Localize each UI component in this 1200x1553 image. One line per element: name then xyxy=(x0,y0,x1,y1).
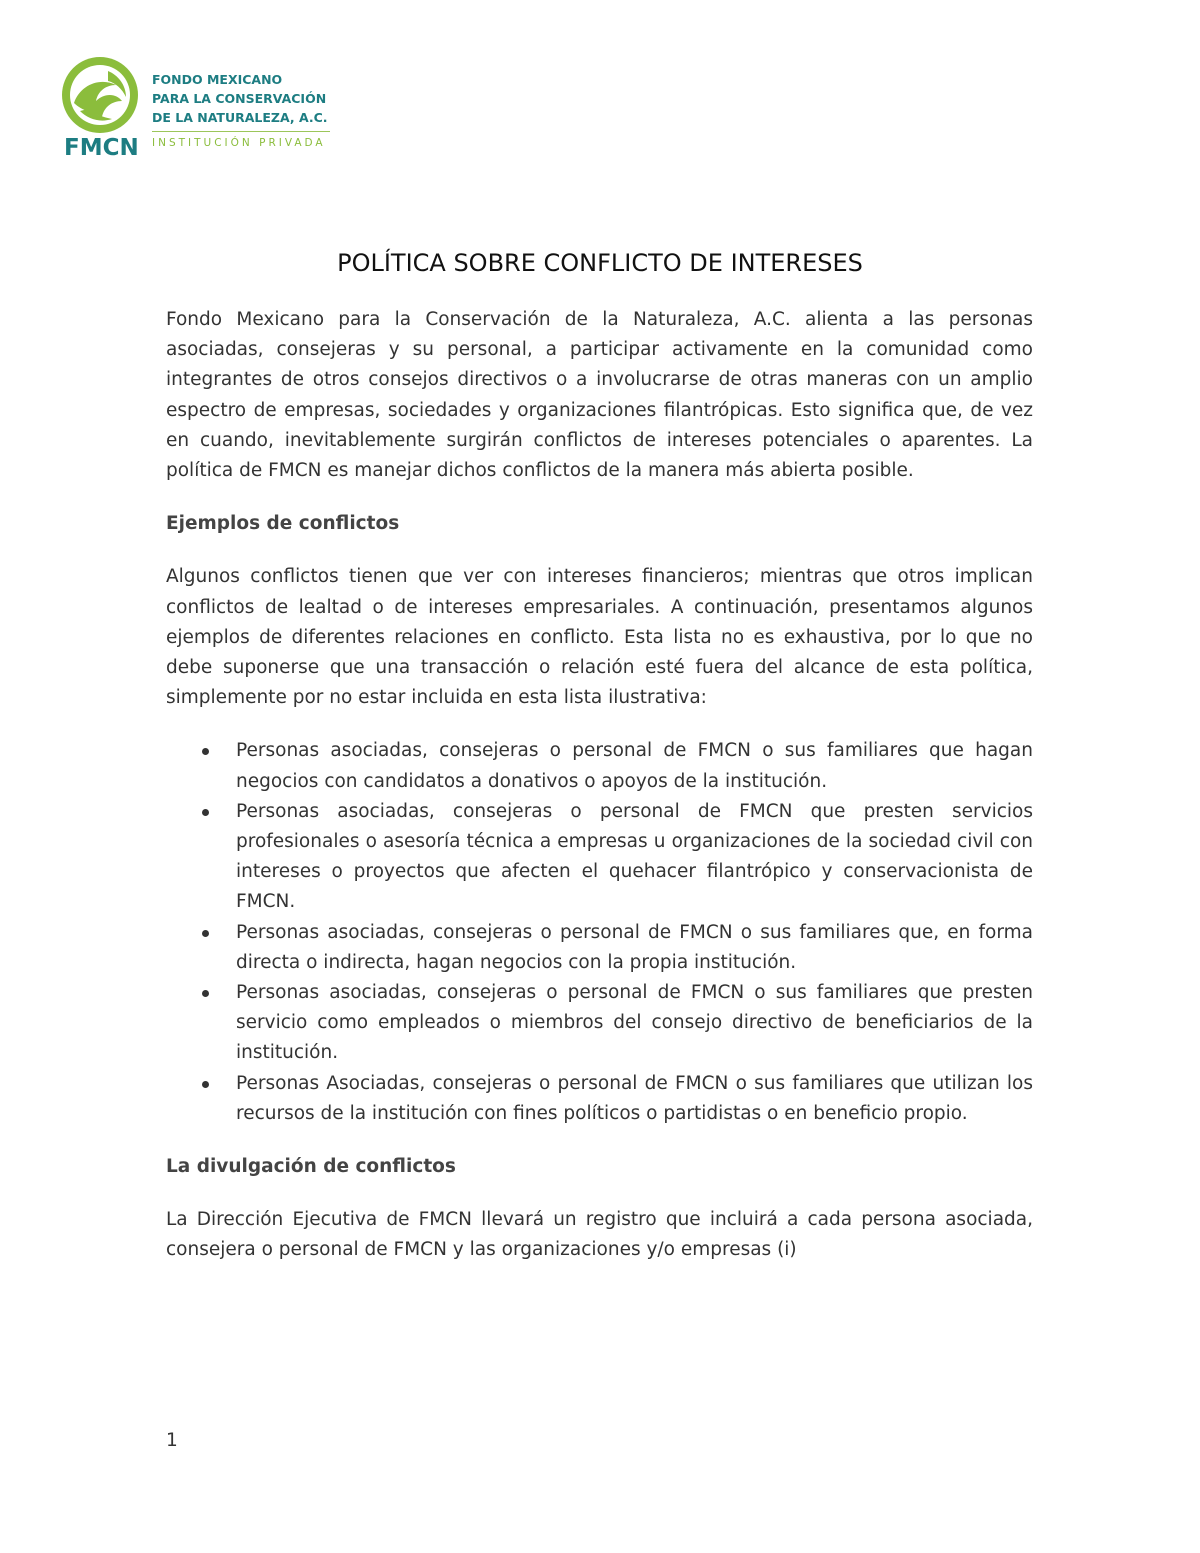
list-item-text: Personas Asociadas, consejeras o personal de FMCN o sus familiares que utilizan los recursos de la institución con fines políticos o partidistas o en beneficio propio. xyxy=(236,1072,1033,1124)
examples-paragraph: Algunos conflictos tienen que ver con intereses financieros; mientras que otros implican conflictos de lealtad o de intereses empresariales. A continuación, presentamos algunos ejemplos de diferentes relaciones en conflicto. Esta lista no es exhaustiva, por lo que no debe suponerse que una transacción o relación esté fuera del alcance de esta política, simplemente por no estar incluida en esta lista ilustrativa: xyxy=(166,566,1033,709)
logo-divider xyxy=(152,131,330,132)
list-item-text: Personas asociadas, consejeras o personal de FMCN o sus familiares que presten servicio como empleados o miembros del consejo directivo de beneficiarios de la institución. xyxy=(236,982,1033,1064)
intro-paragraph: Fondo Mexicano para la Conservación de la Naturaleza, A.C. alienta a las personas asociadas, consejeras y su personal, a participar activamente en la comunidad como integrantes de otros consejos directivos o a involucrarse de otras maneras con un amplio espectro de empresas, sociedades y organizaciones filantrópicas. Esto significa que, de vez en cuando, inevitablemente surgirán conflictos de intereses potenciales o aparentes. La política de FMCN es manejar dichos conflictos de la manera más abierta posible. xyxy=(166,309,1033,482)
list-item xyxy=(166,736,1033,796)
conflict-examples-list xyxy=(166,736,1033,1129)
logo-name-line-3: DE LA NATURALEZA, A.C. xyxy=(152,110,328,125)
logo-acronym: FMCN xyxy=(64,135,139,161)
list-item xyxy=(166,1069,1033,1129)
document-body xyxy=(166,305,1033,1266)
bullet-icon xyxy=(202,809,209,816)
list-item xyxy=(166,797,1033,918)
logo-name-line-2: PARA LA CONSERVACIÓN xyxy=(152,91,327,106)
bullet-icon xyxy=(202,930,209,937)
logo-name-line-1: FONDO MEXICANO xyxy=(152,72,283,87)
bullet-icon xyxy=(202,990,209,997)
section-heading-examples: Ejemplos de conflictos xyxy=(166,513,400,535)
document-title: POLÍTICA SOBRE CONFLICTO DE INTERESES xyxy=(337,249,863,277)
disclosure-paragraph: La Dirección Ejecutiva de FMCN llevará un registro que incluirá a cada persona asociada, consejera o personal de FMCN y las organizaciones y/o empresas (i) xyxy=(166,1209,1033,1261)
list-item xyxy=(166,978,1033,1069)
bullet-icon xyxy=(202,1081,209,1088)
list-item-text: Personas asociadas, consejeras o personal de FMCN que presten servicios profesionales o asesoría técnica a empresas u organizaciones de la sociedad civil con intereses o proyectos que afecten el quehacer filantrópico y conservacionista de FMCN. xyxy=(236,800,1033,913)
list-item-text: Personas asociadas, consejeras o personal de FMCN o sus familiares que hagan negocios con candidatos a donativos o apoyos de la institución. xyxy=(236,740,1033,792)
fmcn-emblem-icon xyxy=(60,55,140,135)
fmcn-logo xyxy=(60,55,340,165)
list-item xyxy=(166,918,1033,978)
logo-subtitle: INSTITUCIÓN PRIVADA xyxy=(152,137,326,149)
page-number: 1 xyxy=(166,1430,178,1451)
list-item-text: Personas asociadas, consejeras o personal de FMCN o sus familiares que, en forma directa o indirecta, hagan negocios con la propia institución. xyxy=(236,921,1033,973)
section-heading-disclosure: La divulgación de conflictos xyxy=(166,1156,456,1178)
bullet-icon xyxy=(202,748,209,755)
